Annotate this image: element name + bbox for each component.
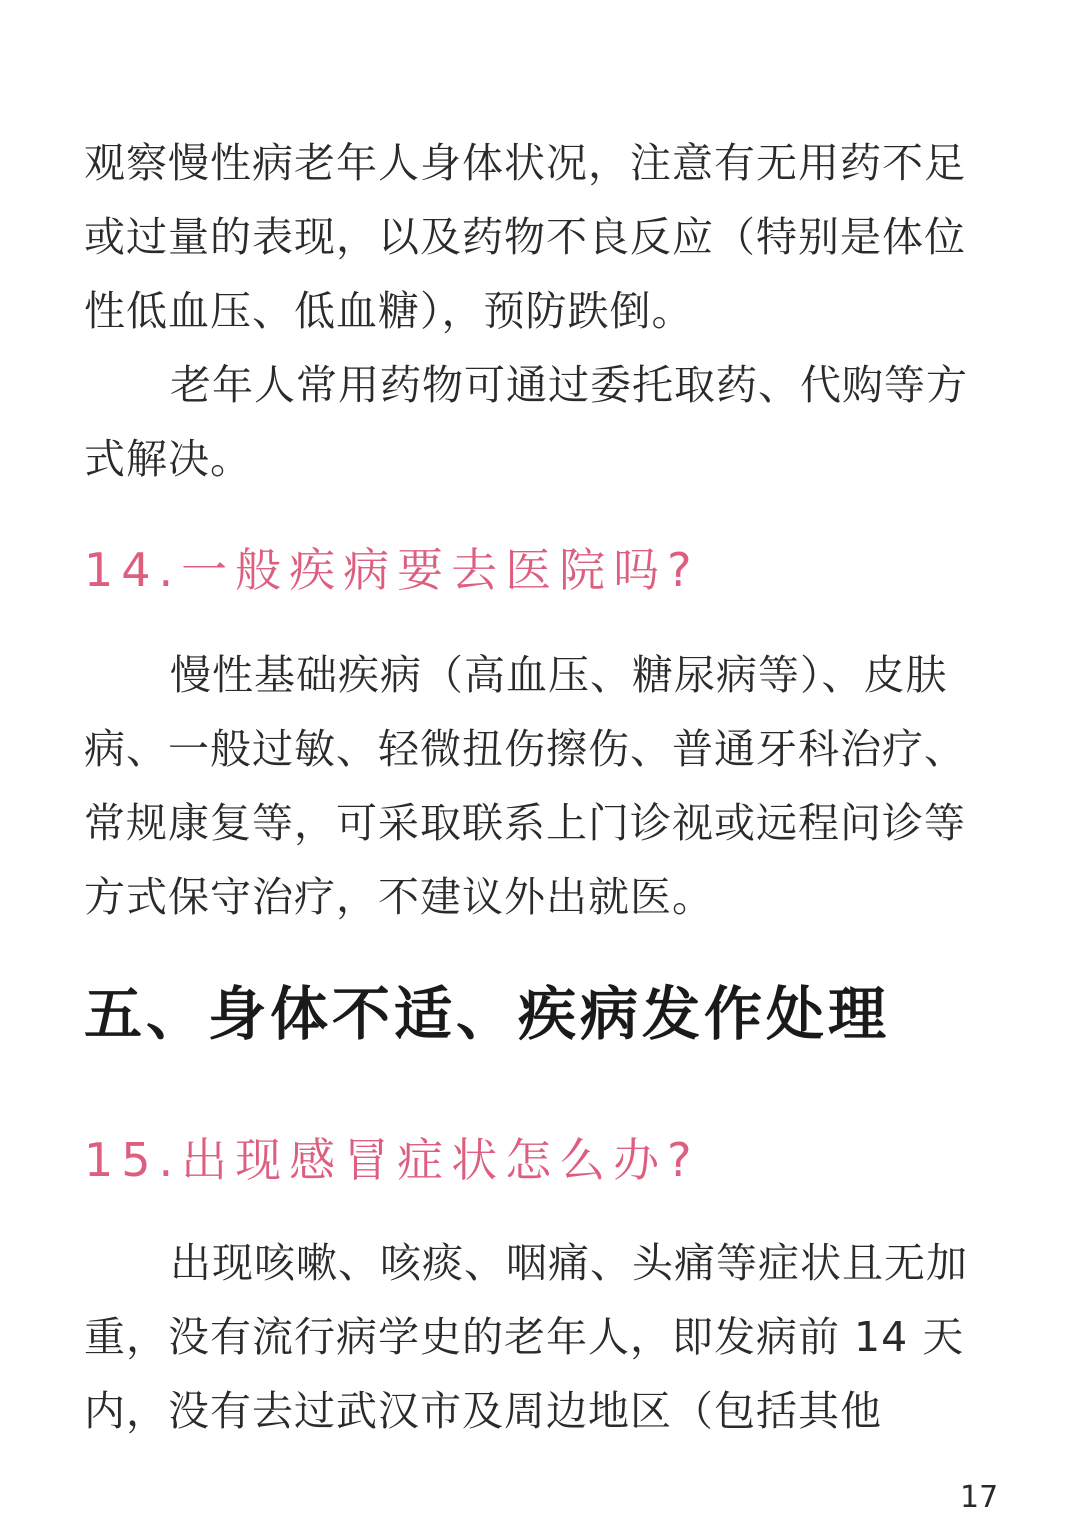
paragraph-medication-purchase: 老年人常用药物可通过委托取药、代购等方式解决。 (84, 361, 968, 483)
question-14-answer: 慢性基础疾病（高血压、糖尿病等）、皮肤病、一般过敏、轻微扭伤擦伤、普通牙科治疗、常规康复等，可采取联系上门诊视或远程问诊等方式保守治疗，不建议外出就医。 (84, 651, 966, 921)
question-15-answer: 出现咳嗽、咳痰、咽痛、头痛等症状且无加重，没有流行病学史的老年人，即发病前 14 天内，没有去过武汉市及周边地区（包括其他 (84, 1239, 968, 1435)
page-number: 17 (960, 1480, 999, 1515)
question-14-title: 14.一般疾病要去医院吗? (84, 543, 700, 597)
paragraph-medication-observation: 观察慢性病老年人身体状况，注意有无用药不足或过量的表现，以及药物不良反应（特别是体位性低血压、低血糖），预防跌倒。 (84, 139, 966, 335)
section-5-title: 五、身体不适、疾病发作处理 (84, 980, 891, 1048)
question-15-title: 15.出现感冒症状怎么办? (84, 1133, 700, 1187)
